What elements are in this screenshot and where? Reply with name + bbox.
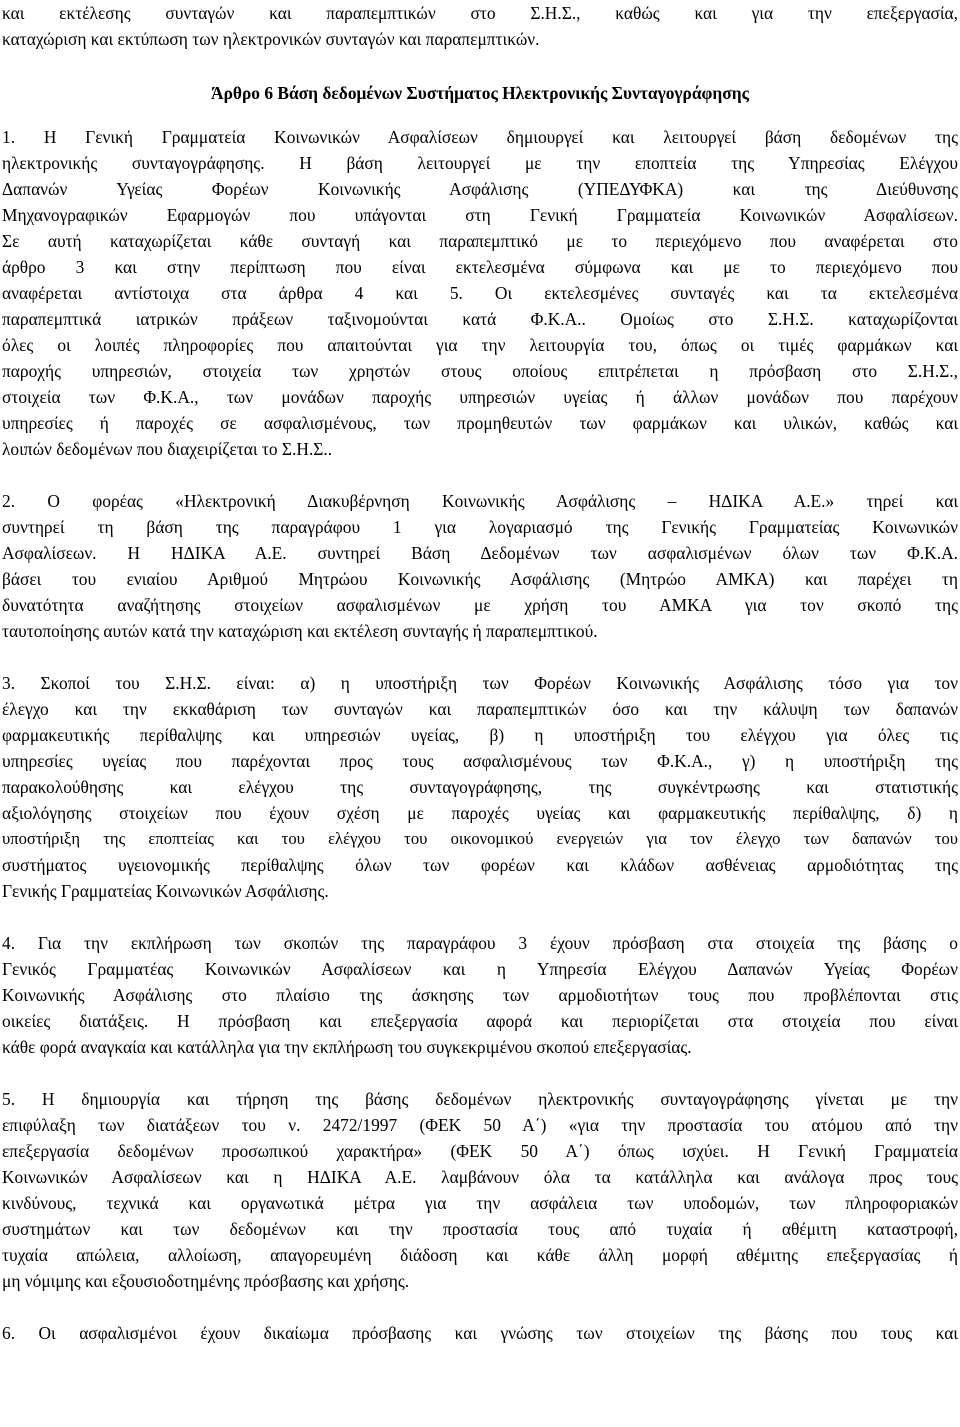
text-line: Γενικός Γραμματέας Κοινωνικών Ασφαλίσεων και η Υπηρεσία Ελέγχου Δαπανών Υγείας Φορέων (2, 959, 958, 979)
text-line: 1. Η Γενική Γραμματεία Κοινωνικών Ασφαλίσεων δημιουργεί και λειτουργεί βάση δεδομένων της (2, 127, 958, 147)
text-line: όλες οι λοιπές πληροφορίες που απαιτούνται για την λειτουργία του, όπως οι τιμές φαρμάκων και (2, 335, 958, 355)
text-line: βάσει του ενιαίου Αριθμού Μητρώου Κοινωνικής Ασφάλισης (Μητρώο ΑΜΚΑ) και παρέχει τη (2, 569, 958, 589)
text-line: συστήματος υγειονομικής περίθαλψης όλων των φορέων και κλάδων ασθένειας αρμοδιότητας της (2, 855, 958, 875)
text-line: επιφύλαξη των διατάξεων του ν. 2472/1997 (ΦΕΚ 50 Α΄) «για την προστασία του ατόμου από την (2, 1115, 958, 1135)
text-line: στοιχεία των Φ.Κ.Α., των μονάδων παροχής υπηρεσιών υγείας ή άλλων μονάδων που παρέχουν (2, 387, 958, 407)
text-line: κάθε φορά αναγκαία και κατάλληλα για την εκπλήρωση του συγκεκριμένου σκοπού επεξεργασίας. (2, 1037, 692, 1057)
text-line: Μηχανογραφικών Εφαρμογών που υπάγονται στη Γενική Γραμματεία Κοινωνικών Ασφαλίσεων. (2, 205, 958, 225)
text-line: 4. Για την εκπλήρωση των σκοπών της παραγράφου 3 έχουν πρόσβαση στα στοιχεία της βάσης ο (2, 933, 958, 953)
text-line: 5. Η δημιουργία και τήρηση της βάσης δεδομένων ηλεκτρονικής συνταγογράφησης γίνεται με την (2, 1089, 958, 1109)
text-line: Κοινωνικών Ασφαλίσεων και η ΗΔΙΚΑ Α.Ε. λαμβάνουν όλα τα κατάλληλα και ανάλογα προς τους (2, 1167, 958, 1187)
text-line: παροχής υπηρεσιών, στοιχεία των χρηστών στους οποίους επιτρέπεται η πρόσβαση στο Σ.Η.Σ., (2, 361, 958, 381)
text-line: μη νόμιμης και εξουσιοδοτημένης πρόσβασης και χρήσης. (2, 1271, 410, 1291)
text-line: λοιπών δεδομένων που διαχειρίζεται το Σ.Η.Σ.. (2, 439, 333, 459)
text-line: Ασφαλίσεων. Η ΗΔΙΚΑ Α.Ε. συντηρεί Βάση Δεδομένων των ασφαλισμένων όλων των Φ.Κ.Α. (2, 543, 958, 563)
text-line: παραπεμπτικά ιατρικών πράξεων ταξινομούνται κατά Φ.Κ.Α.. Ομοίως στο Σ.Η.Σ. καταχωρίζονται (2, 309, 958, 329)
paragraph-3 (2, 670, 958, 904)
text-line: Δαπανών Υγείας Φορέων Κοινωνικής Ασφάλισης (ΥΠΕΔΥΦΚΑ) και της Διεύθυνσης (2, 179, 958, 199)
text-line: έλεγχο και την εκκαθάριση των συνταγών και παραπεμπτικών όσο και την κάλυψη των δαπανών (2, 699, 958, 719)
text-line: τυχαία απώλεια, αλλοίωση, απαγορευμένη διάδοση και κάθε άλλη μορφή αθέμιτης επεξεργασίας ή (2, 1245, 958, 1265)
paragraph-1 (2, 124, 958, 462)
text-line: υποστήριξη της εποπτείας και του ελέγχου του οικονομικού ενεργειών για τον έλεγχο των δαπανών του (2, 829, 958, 848)
document-page (2, 0, 958, 1346)
text-line: παρακολούθησης και ελέγχου της συνταγογράφησης, της συγκέντρωσης και στατιστικής (2, 777, 958, 797)
text-line: Γενικής Γραμματείας Κοινωνικών Ασφάλισης. (2, 881, 329, 901)
paragraph-6 (2, 1320, 958, 1346)
text-line: 3. Σκοποί του Σ.Η.Σ. είναι: α) η υποστήριξη των Φορέων Κοινωνικής Ασφάλισης τόσο για τον (2, 673, 958, 693)
text-line: αναφέρεται αντίστοιχα στα άρθρα 4 και 5. Οι εκτελεσμένες συνταγές και τα εκτελεσμένα (2, 283, 958, 303)
paragraph-spacer (2, 1294, 958, 1320)
text-line: φαρμακευτικής περίθαλψης και υπηρεσιών υγείας, β) η υποστήριξη του ελέγχου για όλες τις (2, 725, 958, 745)
text-line: δυνατότητα αναζήτησης στοιχείων ασφαλισμένων με χρήση του ΑΜΚΑ για τον σκοπό της (2, 595, 958, 615)
text-line: και εκτέλεσης συνταγών και παραπεμπτικών στο Σ.Η.Σ., καθώς και για την επεξεργασία, (2, 3, 958, 23)
article-title: Άρθρο 6 Βάση δεδομένων Συστήματος Ηλεκτρονικής Συνταγογράφησης (211, 83, 749, 103)
text-line: συστημάτων και των δεδομένων και την προστασία τους από τυχαία ή αθέμιτη καταστροφή, (2, 1219, 958, 1239)
text-line: 6. Οι ασφαλισμένοι έχουν δικαίωμα πρόσβασης και γνώσης των στοιχείων της βάσης που τους και (2, 1323, 958, 1343)
text-line: 2. Ο φορέας «Ηλεκτρονική Διακυβέρνηση Κοινωνικής Ασφάλισης – ΗΔΙΚΑ Α.Ε.» τηρεί και (2, 491, 958, 511)
paragraph-spacer (2, 904, 958, 930)
text-line: αξιολόγησης στοιχείων που έχουν σχέση με παροχές υγείας και φαρμακευτικής περίθαλψης, δ) η (2, 803, 958, 823)
paragraph-spacer (2, 1060, 958, 1086)
text-line: καταχώριση και εκτύπωση των ηλεκτρονικών συνταγών και παραπεμπτικών. (2, 29, 540, 49)
paragraph-4 (2, 930, 958, 1060)
paragraph-spacer (2, 644, 958, 670)
text-line: επεξεργασία δεδομένων προσωπικού χαρακτήρα» (ΦΕΚ 50 Α΄) όπως ισχύει. Η Γενική Γραμματεία (2, 1141, 958, 1161)
text-line: υπηρεσίες ή παροχές σε ασφαλισμένους, των προμηθευτών των φαρμάκων και υλικών, καθώς και (2, 413, 958, 433)
text-line: Κοινωνικής Ασφάλισης στο πλαίσιο της άσκησης των αρμοδιοτήτων τους που προβλέπονται στις (2, 985, 958, 1005)
text-line: υπηρεσίες υγείας που παρέχονται προς τους ασφαλισμένους των Φ.Κ.Α., γ) η υποστήριξη της (2, 751, 958, 771)
paragraph-spacer (2, 462, 958, 488)
text-line: ταυτοποίησης αυτών κατά την καταχώριση και εκτέλεση συνταγής ή παραπεμπτικού. (2, 621, 598, 641)
text-line: οικείες διατάξεις. Η πρόσβαση και επεξεργασία αφορά και περιορίζεται στα στοιχεία που είναι (2, 1011, 958, 1031)
paragraph-5 (2, 1086, 958, 1294)
text-line: άρθρο 3 και στην περίπτωση που είναι εκτελεσμένα σύμφωνα και με το περιεχόμενο που (2, 257, 958, 277)
intro-text (2, 0, 958, 52)
text-line: κινδύνους, τεχνικά και οργανωτικά μέτρα για την ασφάλεια των υποδομών, των πληροφοριακών (2, 1193, 958, 1213)
paragraph-2 (2, 488, 958, 644)
text-line: ηλεκτρονικής συνταγογράφησης. Η βάση λειτουργεί με την εποπτεία της Υπηρεσίας Ελέγχου (2, 153, 958, 173)
text-line: συντηρεί τη βάση της παραγράφου 1 για λογαριασμό της Γενικής Γραμματείας Κοινωνικών (2, 517, 958, 537)
text-line: Σε αυτή καταχωρίζεται κάθε συνταγή και παραπεμπτικό με το περιεχόμενο που αναφέρεται στο (2, 231, 958, 251)
